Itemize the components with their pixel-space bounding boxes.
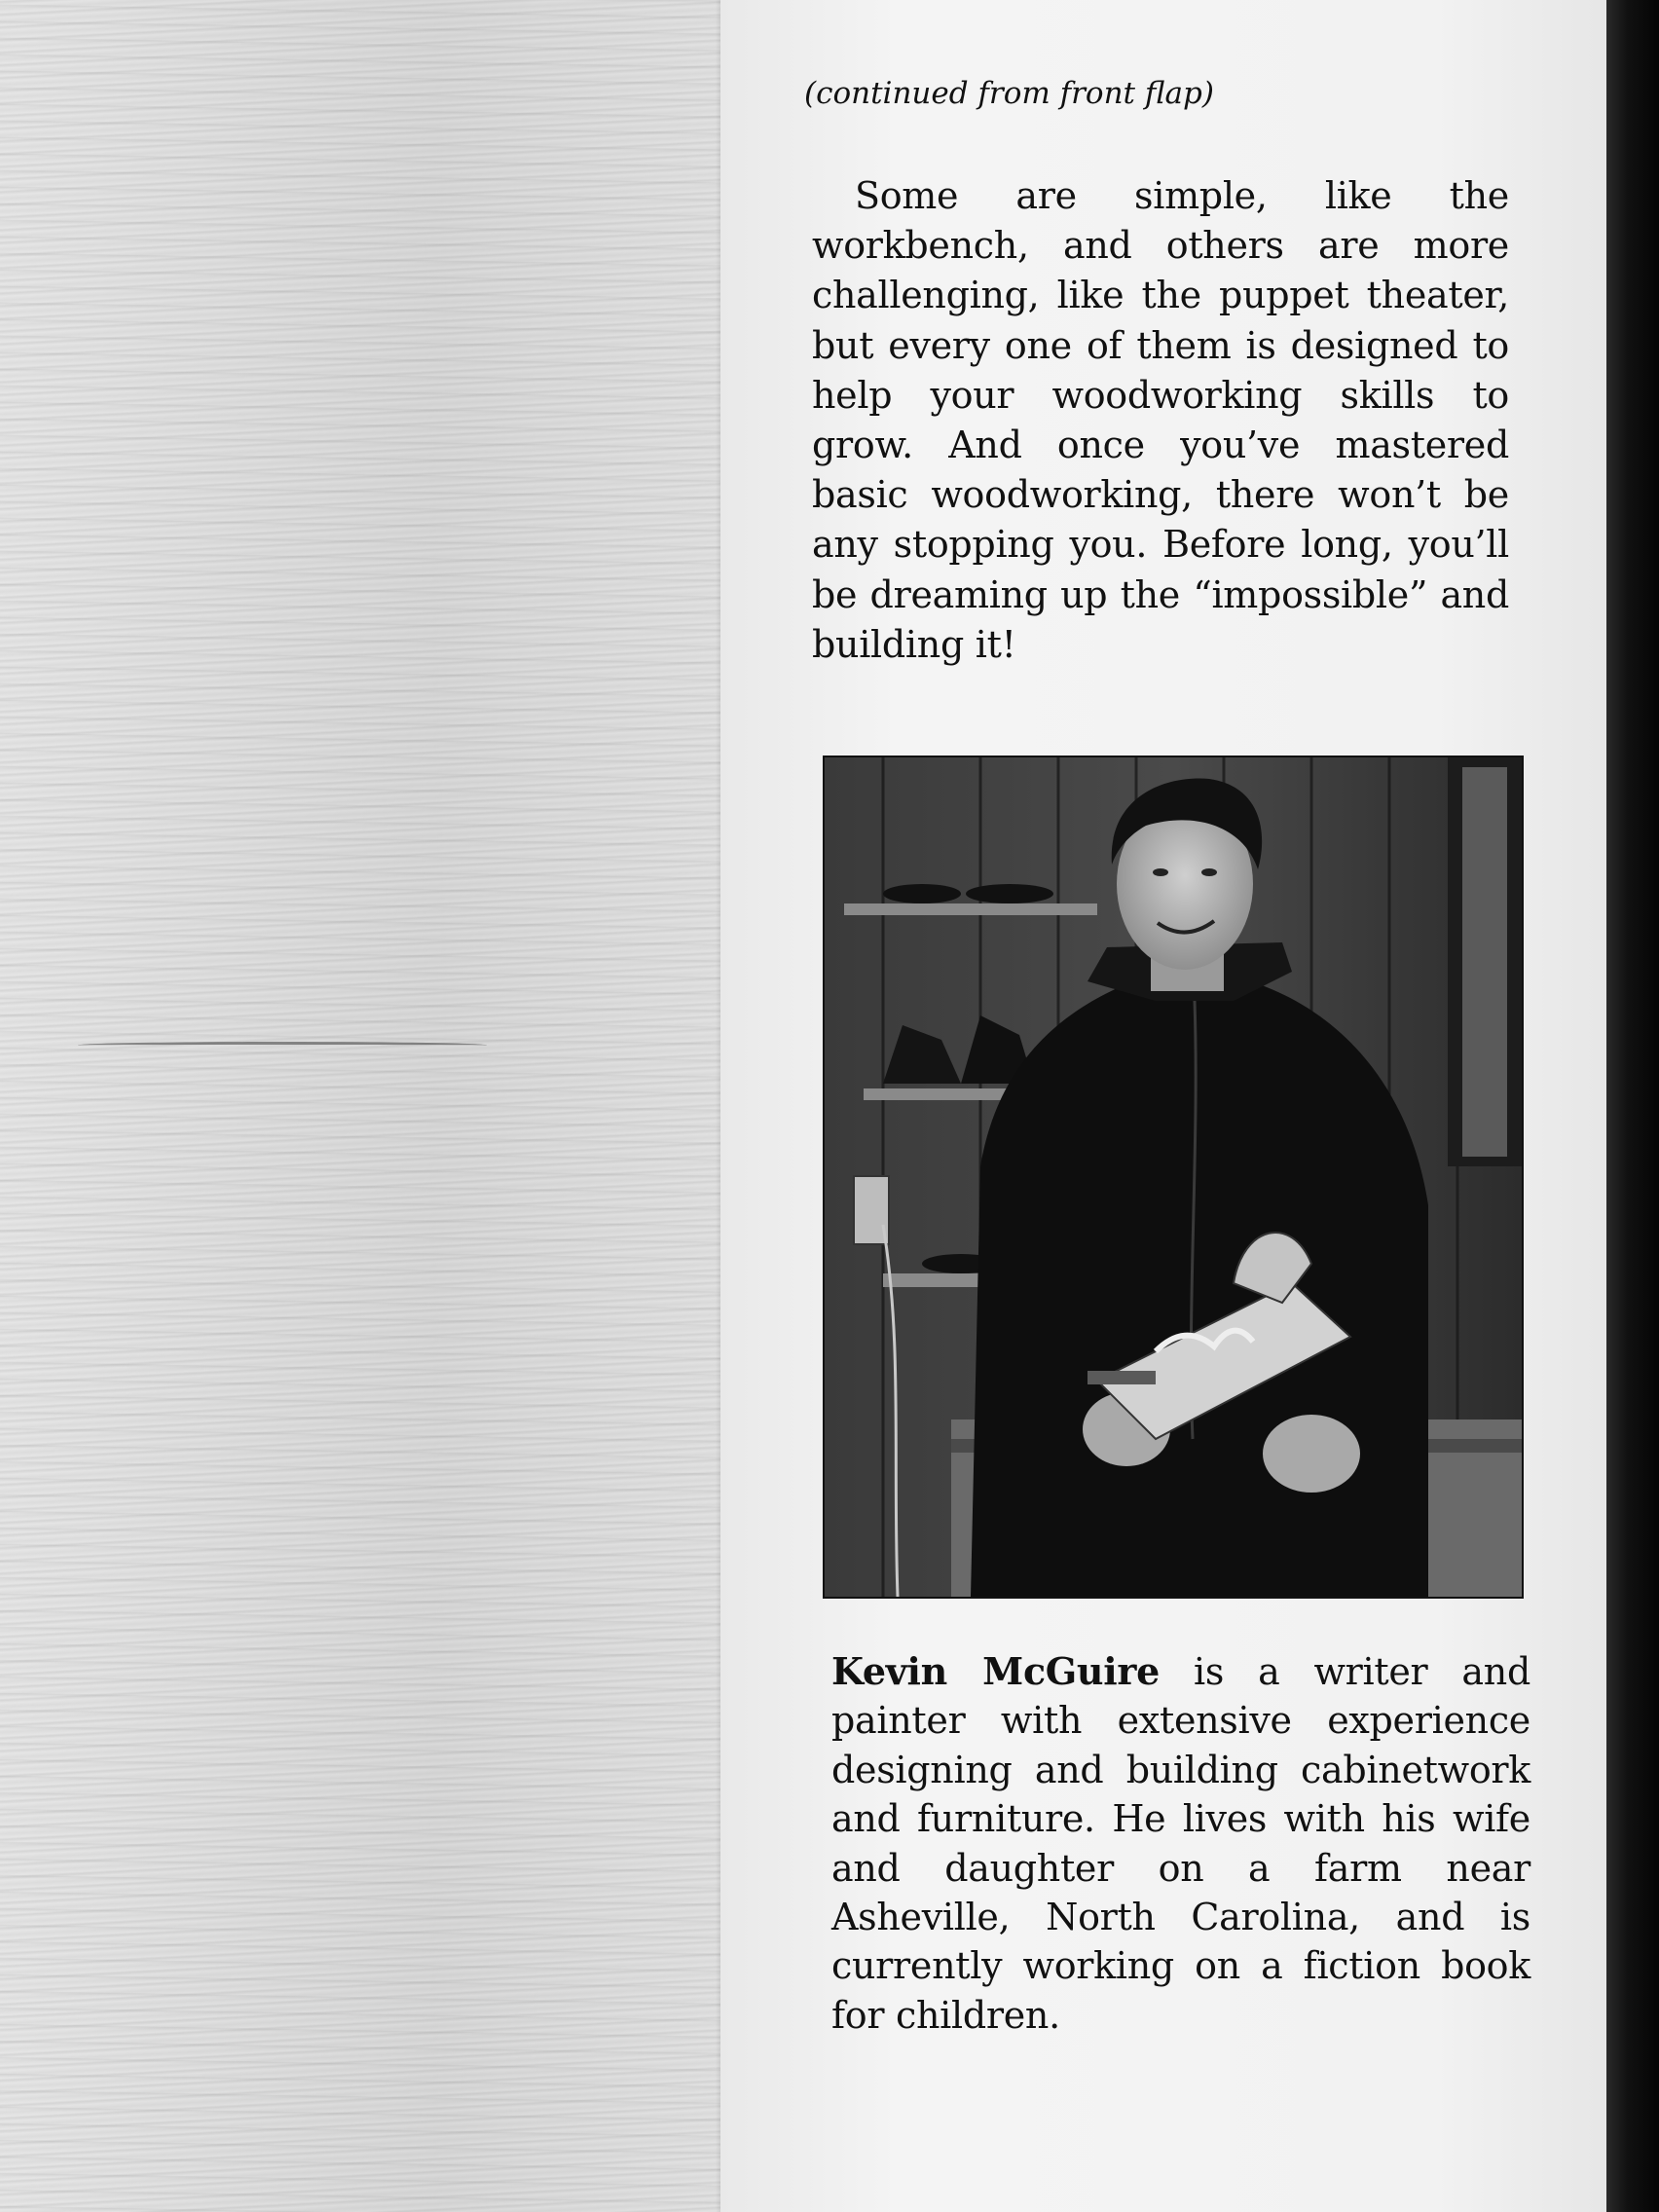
- author-portrait-image: [825, 757, 1522, 1597]
- author-photo: [823, 756, 1524, 1599]
- continued-note: (continued from front flap): [804, 76, 1214, 111]
- author-bio: [831, 1647, 1530, 2040]
- page-edge-dark: [1606, 0, 1659, 2212]
- wood-background: [0, 0, 725, 2212]
- intro-paragraph: Some are simple, like the workbench, and others are more challenging, like the puppet theater, but every one of them is designed to help your woodworking skills to grow. And once you’ve mastered basic woodworking, there won’t be any stopping you. Before long, you’ll be dreaming up the “impossible” and building it!: [812, 174, 1509, 666]
- wood-grain-knot: [78, 1042, 487, 1049]
- author-name: Kevin McGuire: [831, 1649, 1160, 1693]
- author-bio-text: is a writer and painter with extensive experience designing and building cabinetwork and furniture. He lives with his wife and daughter on a farm near Asheville, North Carolina, and is currently working on a fiction book for children.: [831, 1650, 1530, 2037]
